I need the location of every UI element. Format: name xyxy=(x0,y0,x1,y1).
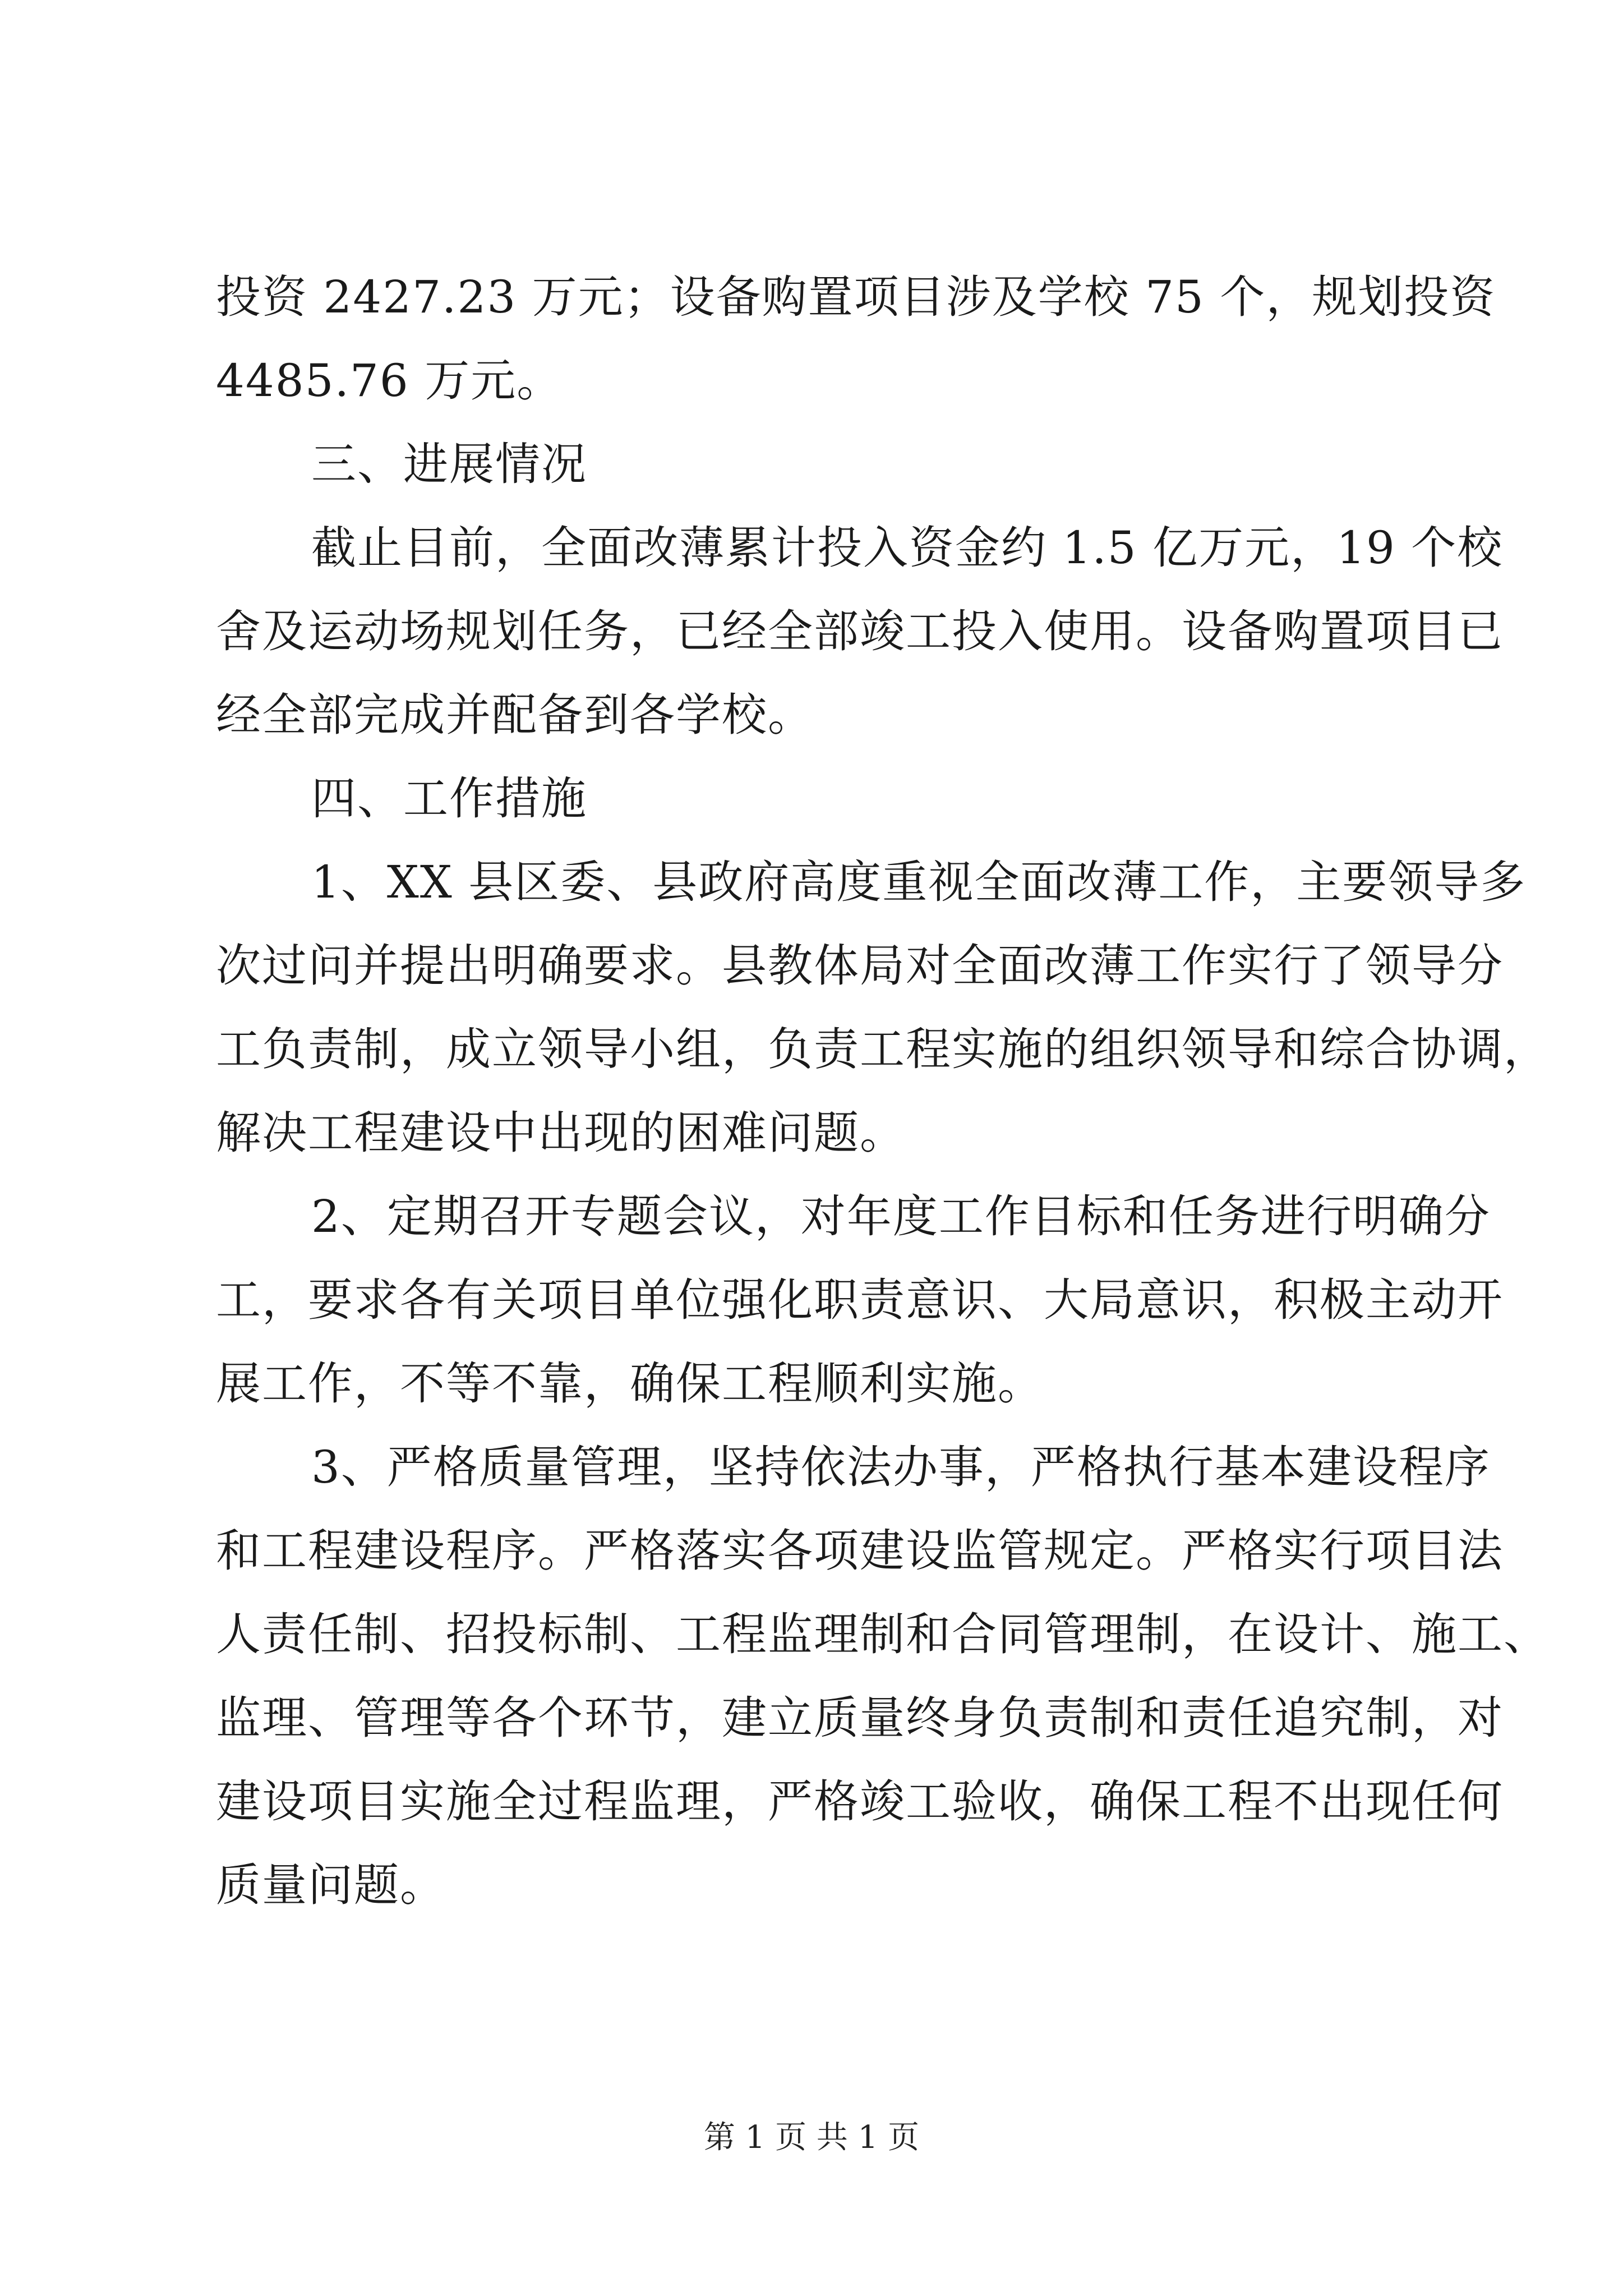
paragraph-measure-2 xyxy=(216,1175,1504,1425)
text-line: 建设项目实施全过程监理，严格竣工验收，确保工程不出现任何 xyxy=(216,1775,1504,1828)
paragraph-investment-summary xyxy=(216,255,1496,422)
text-line: 经全部完成并配备到各学校。 xyxy=(216,689,814,741)
text-line: 4485.76 万元。 xyxy=(216,355,563,407)
text-line: 截止目前，全面改薄累计投入资金约 1.5 亿万元，19 个校 xyxy=(311,522,1504,574)
text-line: 工负责制，成立领导小组，负责工程实施的组织领导和综合协调， xyxy=(216,1023,1550,1075)
text-line: 展工作，不等不靠，确保工程顺利实施。 xyxy=(216,1358,1044,1410)
text-line: 1、XX 县区委、县政府高度重视全面改薄工作，主要领导多 xyxy=(311,856,1527,908)
section-heading-measures xyxy=(216,757,1423,840)
text-line: 解决工程建设中出现的困难问题。 xyxy=(216,1107,906,1159)
text-line: 投资 2427.23 万元；设备购置项目涉及学校 75 个，规划投资 xyxy=(216,271,1496,323)
text-line: 次过问并提出明确要求。县教体局对全面改薄工作实行了领导分 xyxy=(216,940,1504,992)
paragraph-measure-1 xyxy=(216,840,1550,1175)
page-footer: 第 1 页 共 1 页 xyxy=(703,2119,920,2156)
text-line: 2、定期召开专题会议，对年度工作目标和任务进行明确分 xyxy=(311,1190,1491,1243)
text-line: 和工程建设程序。严格落实各项建设监管规定。严格实行项目法 xyxy=(216,1525,1504,1577)
text-line: 3、严格质量管理，坚持依法办事，严格执行基本建设程序 xyxy=(311,1441,1491,1493)
document-body xyxy=(216,255,1550,1927)
paragraph-measure-3 xyxy=(216,1425,1550,1927)
text-line: 监理、管理等各个环节，建立质量终身负责制和责任追究制，对 xyxy=(216,1692,1504,1744)
heading-text: 三、进展情况 xyxy=(311,438,587,490)
text-line: 工，要求各有关项目单位强化职责意识、大局意识，积极主动开 xyxy=(216,1274,1504,1326)
text-line: 舍及运动场规划任务，已经全部竣工投入使用。设备购置项目已 xyxy=(216,605,1504,657)
heading-text: 四、工作措施 xyxy=(311,772,587,825)
text-line: 质量问题。 xyxy=(216,1859,446,1911)
section-heading-progress xyxy=(216,422,1423,506)
text-line: 人责任制、招投标制、工程监理制和合同管理制，在设计、施工、 xyxy=(216,1608,1550,1660)
paragraph-progress xyxy=(216,506,1504,757)
